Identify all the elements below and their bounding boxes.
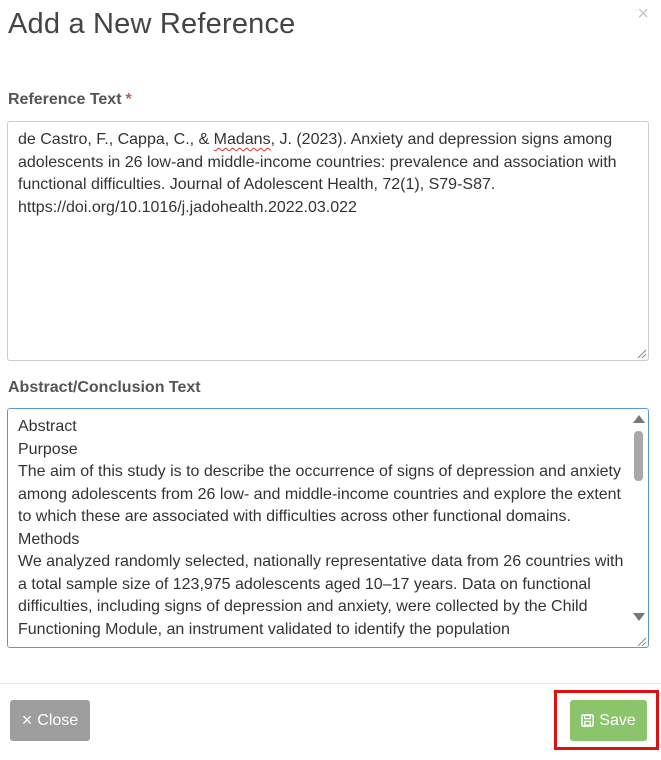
save-highlight-box [554, 690, 659, 750]
save-button-label: Save [599, 711, 636, 729]
reference-text-misspelled: Madans [213, 131, 271, 148]
modal-title: Add a New Reference [8, 8, 296, 40]
abstract-text-label: Abstract/Conclusion Text [8, 379, 201, 396]
close-button[interactable] [10, 700, 90, 741]
reference-text-label [8, 91, 132, 109]
scroll-thumb[interactable] [634, 431, 643, 481]
abstract-line: The aim of this study is to describe the occurrence of signs of depression and anxiety among adolescents from 26 low- and middle-income countries and explore the extent to which these are associated with difficulties across other functional domains. [18, 463, 621, 525]
reference-text-before: de Castro, F., Cappa, C., & [18, 131, 214, 148]
abstract-line: Abstract [18, 418, 77, 435]
close-x-icon: × [21, 710, 33, 730]
abstract-scrollbar[interactable] [630, 409, 647, 647]
reference-text-input[interactable] [7, 121, 649, 361]
abstract-line: Methods [18, 530, 80, 548]
close-button-label: Close [37, 711, 79, 729]
scroll-down-arrow-icon[interactable] [633, 613, 645, 621]
reference-label-text: Reference Text [8, 91, 122, 108]
footer-divider [0, 683, 661, 684]
abstract-line: We analyzed randomly selected, nationally representative data from 26 countries with a total sample size of 123,975 adolescents aged 10–17 years. Data on functional difficulties, including signs of depression and anxiety, were collected by the Child Functioning Module, an instrument validated to identify the population [18, 553, 624, 638]
close-icon[interactable]: × [637, 3, 649, 25]
resize-grip-icon[interactable] [636, 348, 646, 358]
resize-grip-icon[interactable] [636, 636, 646, 646]
abstract-line: Purpose [18, 440, 78, 458]
abstract-text-input[interactable] [7, 408, 649, 648]
reference-text-after: , J. (2023). Anxiety and depression signs among adolescents in 26 low-and middle-income countries: prevalence and association with functional difficulties. Journal of Adolescent Health, 72(1), S79-S87. https://doi.org/10.1016/j.jadohealth.2022.03.022 [18, 131, 617, 216]
scroll-up-arrow-icon[interactable] [633, 415, 645, 423]
required-mark: * [125, 91, 132, 108]
